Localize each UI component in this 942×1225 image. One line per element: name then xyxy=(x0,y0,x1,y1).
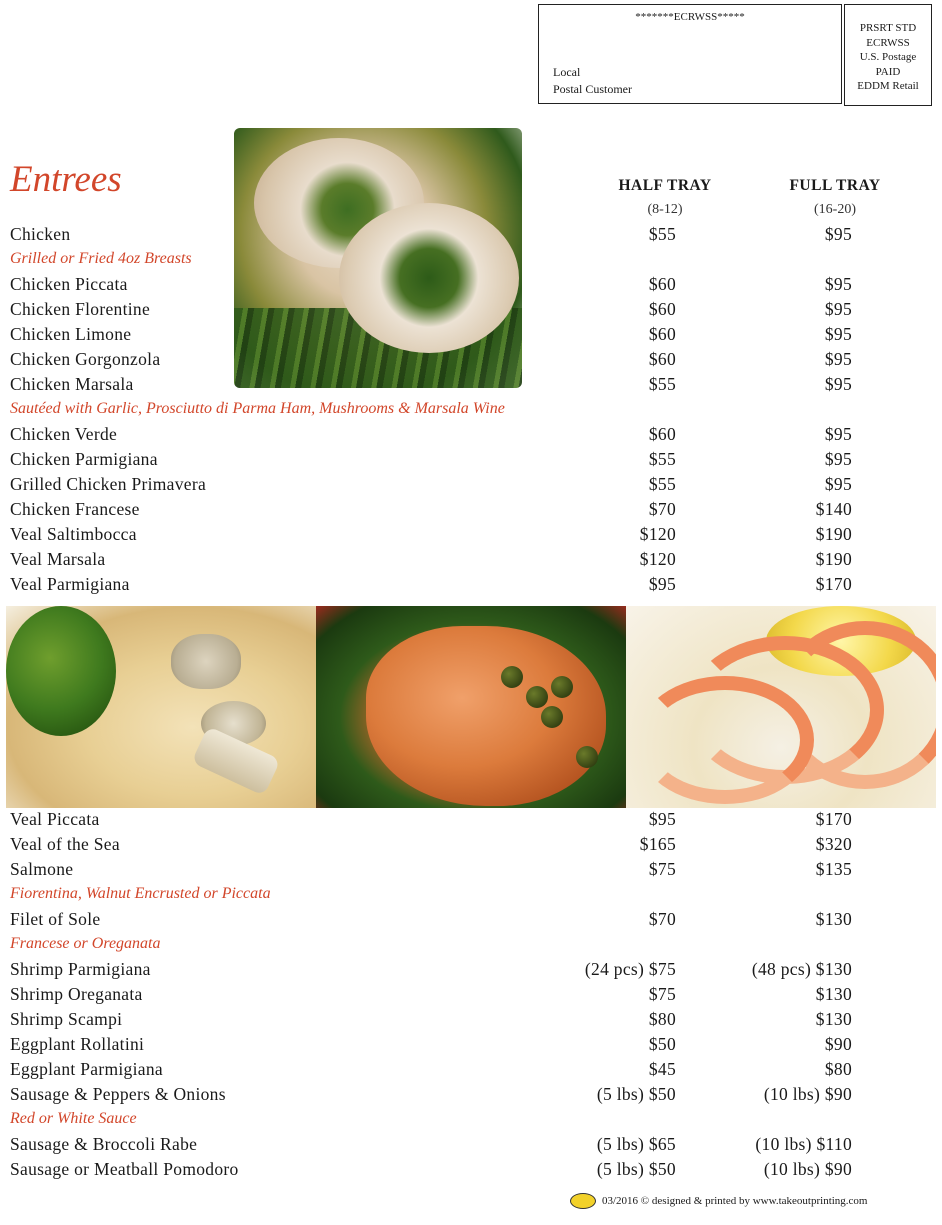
address-customer: Postal Customer xyxy=(553,82,633,96)
item-name: Veal Saltimbocca xyxy=(10,524,137,544)
full-tray-price: $130 xyxy=(815,909,852,929)
menu-item-row xyxy=(0,834,942,859)
half-tray-price: $95 xyxy=(648,809,676,829)
menu-item-row xyxy=(0,1084,942,1109)
menu-item-row xyxy=(0,549,942,574)
half-tray-serves: (8-12) xyxy=(647,202,683,217)
item-name: Eggplant Parmigiana xyxy=(10,1059,163,1079)
menu-item-row xyxy=(0,1034,942,1059)
item-name: Chicken Gorgonzola xyxy=(10,349,161,369)
menu-item-row xyxy=(0,274,942,299)
full-tray-price: $95 xyxy=(824,474,852,494)
item-description: Sautéed with Garlic, Prosciutto di Parma Ham, Mushrooms & Marsala Wine xyxy=(10,400,505,417)
menu-item-row xyxy=(0,374,942,399)
full-tray-header: FULL TRAY xyxy=(789,177,881,194)
salmon-capers-photo xyxy=(316,606,628,808)
item-name: Grilled Chicken Primavera xyxy=(10,474,207,494)
item-name: Veal of the Sea xyxy=(10,834,120,854)
full-tray-price: $95 xyxy=(824,424,852,444)
footer-credit xyxy=(570,1193,930,1211)
item-name: Chicken Marsala xyxy=(10,374,134,394)
item-name: Salmone xyxy=(10,859,74,879)
full-tray-price: $190 xyxy=(815,549,852,569)
half-tray-price: $165 xyxy=(639,834,676,854)
menu-item-row xyxy=(0,324,942,349)
full-tray-price: $90 xyxy=(824,1034,852,1054)
item-name: Chicken xyxy=(10,224,71,244)
mailing-address-box xyxy=(538,4,842,104)
item-name: Chicken Limone xyxy=(10,324,132,344)
item-name: Chicken Parmigiana xyxy=(10,449,158,469)
item-name: Shrimp Scampi xyxy=(10,1009,123,1029)
full-tray-price: $95 xyxy=(824,224,852,244)
half-tray-price: $60 xyxy=(648,299,676,319)
menu-item-row xyxy=(0,474,942,499)
full-tray-price: (10 lbs) $110 xyxy=(755,1134,852,1154)
footer-text: 03/2016 © designed & printed by www.takeoutprinting.com xyxy=(602,1195,868,1207)
item-name: Sausage or Meatball Pomodoro xyxy=(10,1159,239,1179)
full-tray-price: $95 xyxy=(824,299,852,319)
item-name: Chicken Verde xyxy=(10,424,118,444)
full-tray-price: $130 xyxy=(815,984,852,1004)
menu-item-row xyxy=(0,299,942,324)
menu-item-row xyxy=(0,984,942,1009)
half-tray-price: $80 xyxy=(648,1009,676,1029)
half-tray-price: $70 xyxy=(648,499,676,519)
half-tray-price: $55 xyxy=(648,374,676,394)
menu-item-row xyxy=(0,1059,942,1084)
veal-mushroom-photo xyxy=(6,606,317,808)
item-description: Grilled or Fried 4oz Breasts xyxy=(10,250,192,267)
item-description: Red or White Sauce xyxy=(10,1110,137,1127)
postage-line: PAID xyxy=(875,65,901,78)
half-tray-price: $45 xyxy=(648,1059,676,1079)
full-tray-price: $130 xyxy=(815,1009,852,1029)
item-name: Sausage & Broccoli Rabe xyxy=(10,1134,198,1154)
item-name: Veal Parmigiana xyxy=(10,574,130,594)
shrimp-scampi-photo xyxy=(626,606,936,808)
half-tray-price: $120 xyxy=(639,549,676,569)
full-tray-price: (48 pcs) $130 xyxy=(751,959,852,979)
menu-item-row xyxy=(0,224,942,249)
full-tray-price: $320 xyxy=(815,834,852,854)
menu-item-row xyxy=(0,349,942,374)
postage-line: U.S. Postage xyxy=(859,51,917,63)
menu-item-row xyxy=(0,909,942,934)
menu-item-row xyxy=(0,524,942,549)
half-tray-price: $55 xyxy=(648,224,676,244)
item-name: Veal Marsala xyxy=(10,549,106,569)
half-tray-price: $60 xyxy=(648,424,676,444)
half-tray-price: $55 xyxy=(648,474,676,494)
half-tray-price: $75 xyxy=(648,984,676,1004)
menu-item-row xyxy=(0,1009,942,1034)
full-tray-price: (10 lbs) $90 xyxy=(763,1084,852,1104)
full-tray-serves: (16-20) xyxy=(814,202,856,217)
full-tray-price: $95 xyxy=(824,349,852,369)
full-tray-price: $95 xyxy=(824,324,852,344)
half-tray-price: $60 xyxy=(648,274,676,294)
half-tray-price: (5 lbs) $65 xyxy=(596,1134,676,1154)
half-tray-price: (5 lbs) $50 xyxy=(596,1084,676,1104)
half-tray-header: HALF TRAY xyxy=(618,177,712,194)
item-name: Sausage & Peppers & Onions xyxy=(10,1084,226,1104)
item-name: Eggplant Rollatini xyxy=(10,1034,145,1054)
half-tray-price: $120 xyxy=(639,524,676,544)
menu-item-row xyxy=(0,1134,942,1159)
half-tray-price: $55 xyxy=(648,449,676,469)
full-tray-price: $190 xyxy=(815,524,852,544)
postage-indicia xyxy=(844,4,932,106)
full-tray-price: (10 lbs) $90 xyxy=(763,1159,852,1179)
full-tray-price: $170 xyxy=(815,574,852,594)
half-tray-price: $60 xyxy=(648,349,676,369)
printer-logo-icon xyxy=(570,1193,596,1209)
item-description: Francese or Oreganata xyxy=(10,935,161,952)
half-tray-price: (5 lbs) $50 xyxy=(596,1159,676,1179)
full-tray-price: $135 xyxy=(815,859,852,879)
ecrwss-code: *******ECRWSS***** xyxy=(635,11,745,23)
item-name: Shrimp Oreganata xyxy=(10,984,143,1004)
section-title: Entrees xyxy=(10,159,122,200)
item-name: Chicken Florentine xyxy=(10,299,151,319)
full-tray-price: $80 xyxy=(824,1059,852,1079)
address-local: Local xyxy=(553,65,581,79)
half-tray-price: (24 pcs) $75 xyxy=(584,959,676,979)
menu-item-row xyxy=(0,499,942,524)
item-name: Shrimp Parmigiana xyxy=(10,959,151,979)
half-tray-price: $95 xyxy=(648,574,676,594)
menu-item-row xyxy=(0,959,942,984)
postage-line: EDDM Retail xyxy=(857,80,919,92)
menu-item-row xyxy=(0,424,942,449)
half-tray-price: $75 xyxy=(648,859,676,879)
full-tray-price: $95 xyxy=(824,274,852,294)
menu-item-row xyxy=(0,574,942,599)
item-name: Chicken Francese xyxy=(10,499,140,519)
half-tray-price: $60 xyxy=(648,324,676,344)
postage-line: ECRWSS xyxy=(866,36,910,49)
menu-item-row xyxy=(0,859,942,884)
menu-item-row xyxy=(0,1159,942,1184)
item-description: Fiorentina, Walnut Encrusted or Piccata xyxy=(10,885,271,902)
half-tray-price: $70 xyxy=(648,909,676,929)
half-tray-price: $50 xyxy=(648,1034,676,1054)
full-tray-price: $140 xyxy=(815,499,852,519)
menu-item-row xyxy=(0,809,942,834)
full-tray-price: $170 xyxy=(815,809,852,829)
item-name: Filet of Sole xyxy=(10,909,101,929)
menu-item-row xyxy=(0,449,942,474)
postage-line: PRSRT STD xyxy=(859,22,917,34)
full-tray-price: $95 xyxy=(824,449,852,469)
item-name: Chicken Piccata xyxy=(10,274,128,294)
full-tray-price: $95 xyxy=(824,374,852,394)
item-name: Veal Piccata xyxy=(10,809,100,829)
